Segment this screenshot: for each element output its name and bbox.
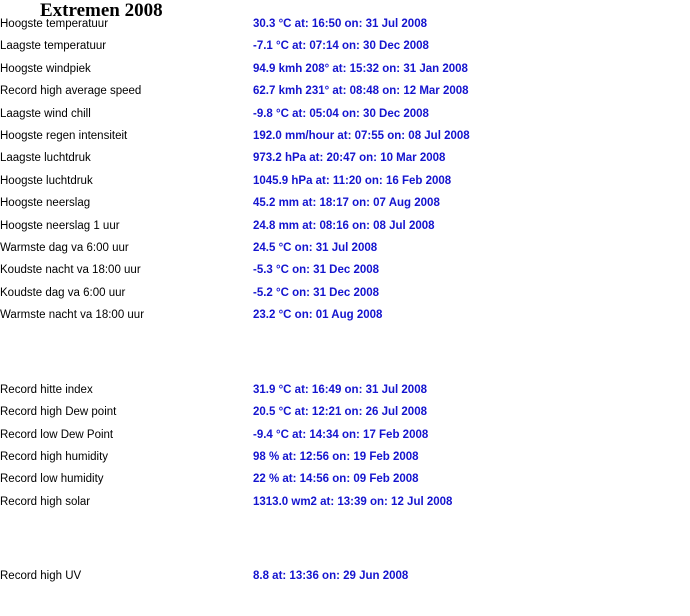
records-table-body xyxy=(0,13,470,588)
table-row xyxy=(0,147,470,169)
records-table xyxy=(0,13,470,588)
section-gap-cell xyxy=(253,513,470,565)
record-value: 192.0 mm/hour at: 07:55 on: 08 Jul 2008 xyxy=(253,130,470,143)
record-value: 30.3 °C at: 16:50 on: 31 Jul 2008 xyxy=(253,18,427,30)
record-value: -9.4 °C at: 14:34 on: 17 Feb 2008 xyxy=(253,428,429,441)
record-label: Hoogste regen intensiteit xyxy=(0,130,128,143)
record-label: Warmste dag va 6:00 uur xyxy=(0,242,129,255)
record-label: Hoogste windpiek xyxy=(0,62,91,75)
record-label: Warmste nacht va 18:00 uur xyxy=(0,309,145,322)
record-label: Record high solar xyxy=(0,495,91,508)
record-value: 23.2 °C on: 01 Aug 2008 xyxy=(253,309,383,322)
record-label: Record high average speed xyxy=(0,85,142,98)
record-label: Record high humidity xyxy=(0,450,109,463)
record-label: Koudste dag va 6:00 uur xyxy=(0,286,126,299)
record-value: 8.8 at: 13:36 on: 29 Jun 2008 xyxy=(253,570,409,583)
page-title: Extremen 2008 xyxy=(40,0,163,21)
table-row xyxy=(0,491,470,513)
record-label: Record hitte index xyxy=(0,383,93,396)
record-value: 1045.9 hPa at: 11:20 on: 16 Feb 2008 xyxy=(253,174,452,187)
record-label: Hoogste temperatuur xyxy=(0,18,109,30)
record-label: Laagste luchtdruk xyxy=(0,152,91,165)
table-row xyxy=(0,125,470,147)
record-label: Koudste nacht va 18:00 uur xyxy=(0,264,141,277)
table-row xyxy=(0,379,470,401)
record-value: 24.8 mm at: 08:16 on: 08 Jul 2008 xyxy=(253,219,435,232)
record-value: 973.2 hPa at: 20:47 on: 10 Mar 2008 xyxy=(253,152,446,165)
record-value: 62.7 kmh 231° at: 08:48 on: 12 Mar 2008 xyxy=(253,85,469,98)
record-value: 1313.0 wm2 at: 13:39 on: 12 Jul 2008 xyxy=(253,495,453,508)
record-value: -5.2 °C on: 31 Dec 2008 xyxy=(253,286,380,299)
record-label: Record high UV xyxy=(0,570,82,583)
section-gap-cell xyxy=(0,327,253,379)
section-gap-cell xyxy=(253,327,470,379)
table-row xyxy=(0,13,470,35)
record-value: -9.8 °C at: 05:04 on: 30 Dec 2008 xyxy=(253,107,429,120)
record-value: 94.9 kmh 208° at: 15:32 on: 31 Jan 2008 xyxy=(253,62,468,75)
table-row xyxy=(0,80,470,102)
record-label: Record high Dew point xyxy=(0,406,117,419)
table-row xyxy=(0,192,470,214)
record-label: Laagste temperatuur xyxy=(0,40,107,53)
section-gap xyxy=(0,513,470,565)
record-label: Hoogste neerslag 1 uur xyxy=(0,219,120,232)
record-label: Hoogste neerslag xyxy=(0,197,91,210)
table-row xyxy=(0,446,470,468)
record-value: 22 % at: 14:56 on: 09 Feb 2008 xyxy=(253,473,419,486)
table-row xyxy=(0,304,470,326)
table-row xyxy=(0,103,470,125)
record-value: 98 % at: 12:56 on: 19 Feb 2008 xyxy=(253,450,419,463)
section-gap xyxy=(0,327,470,379)
section-gap-cell xyxy=(0,513,253,565)
record-value: -7.1 °C at: 07:14 on: 30 Dec 2008 xyxy=(253,40,429,53)
table-row xyxy=(0,468,470,490)
record-value: 24.5 °C on: 31 Jul 2008 xyxy=(253,242,378,255)
table-row xyxy=(0,565,470,587)
table-row xyxy=(0,282,470,304)
record-value: 45.2 mm at: 18:17 on: 07 Aug 2008 xyxy=(253,197,440,210)
table-row xyxy=(0,35,470,57)
record-value: 31.9 °C at: 16:49 on: 31 Jul 2008 xyxy=(253,383,427,396)
record-label: Hoogste luchtdruk xyxy=(0,174,93,187)
record-value: 20.5 °C at: 12:21 on: 26 Jul 2008 xyxy=(253,406,427,419)
table-row xyxy=(0,401,470,423)
table-row xyxy=(0,424,470,446)
record-label: Laagste wind chill xyxy=(0,107,91,120)
record-label: Record low Dew Point xyxy=(0,428,114,441)
table-row xyxy=(0,215,470,237)
table-row xyxy=(0,259,470,281)
table-row xyxy=(0,170,470,192)
table-row xyxy=(0,58,470,80)
table-row xyxy=(0,237,470,259)
record-label: Record low humidity xyxy=(0,473,104,486)
record-value: -5.3 °C on: 31 Dec 2008 xyxy=(253,264,380,277)
